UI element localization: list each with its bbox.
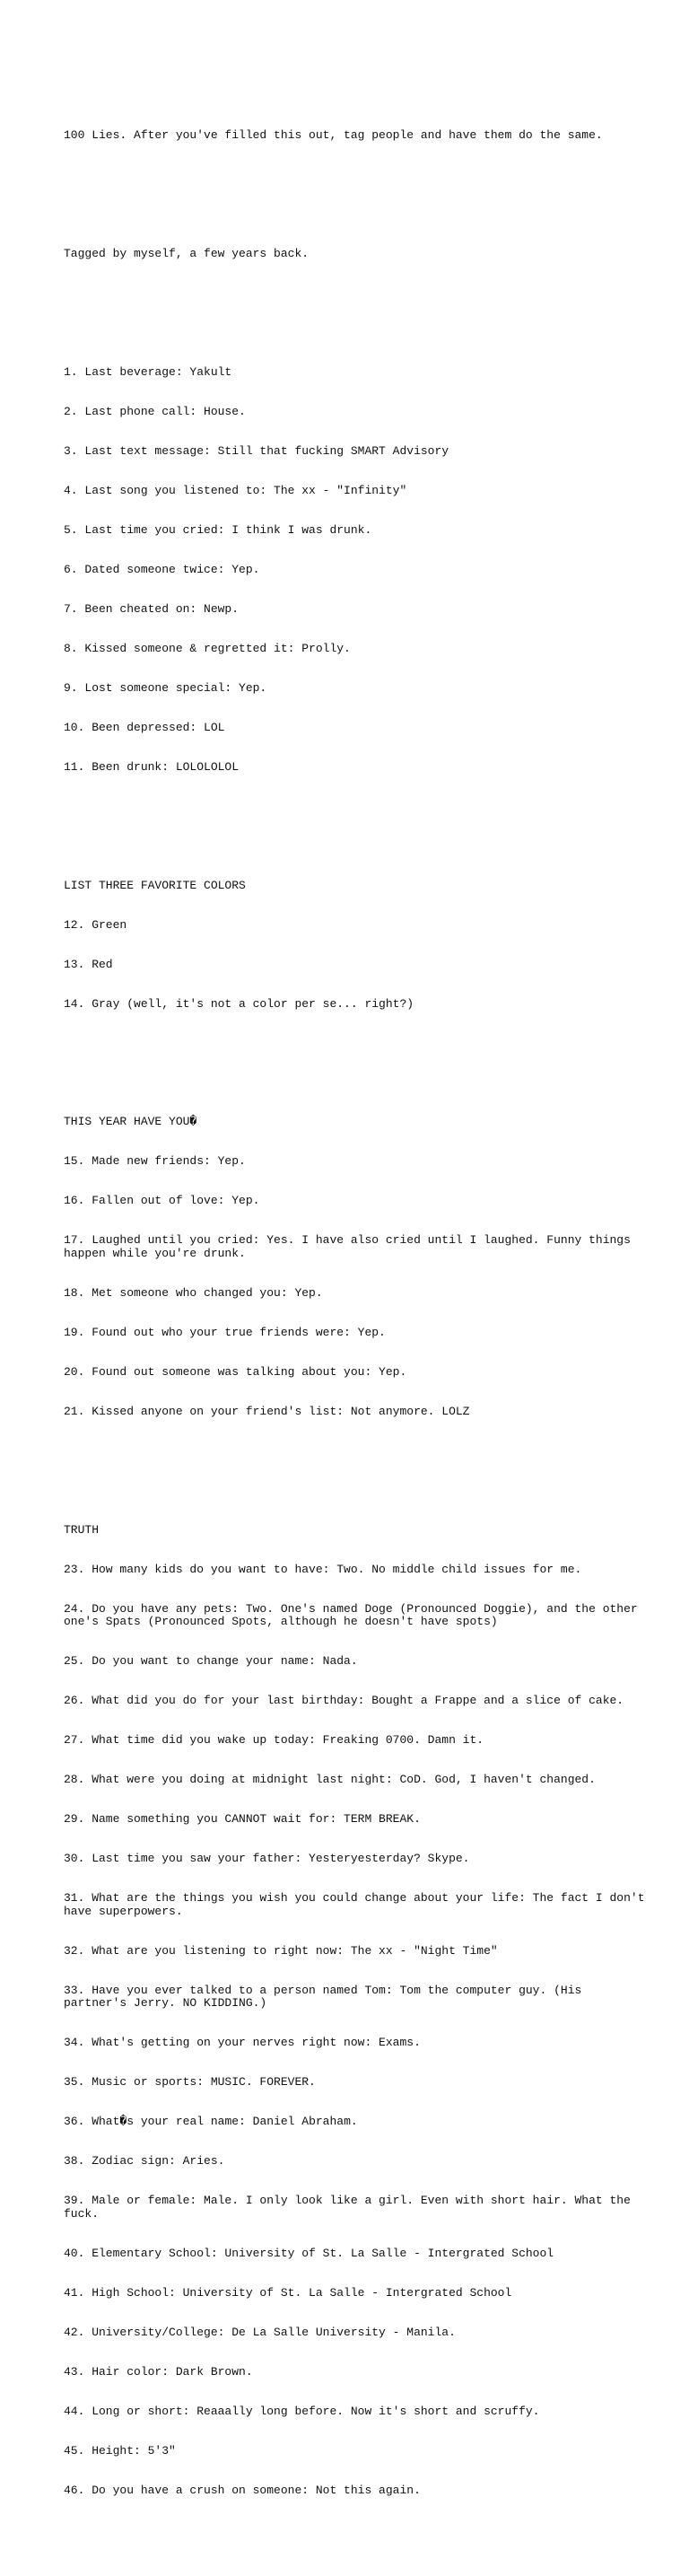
list-item: 40. Elementary School: University of St. La Salle - Intergrated School — [64, 2246, 554, 2260]
intro-text: 100 Lies. After you've filled this out, tag people and have them do the same. — [64, 128, 603, 143]
list-item: 26. What did you do for your last birthday: Bought a Frappe and a slice of cake. — [64, 1694, 624, 1708]
list-item: 32. What are you listening to right now: The xx - "Night Time" — [64, 1943, 498, 1958]
list-item: 27. What time did you wake up today: Freaking 0700. Damn it. — [64, 1733, 484, 1748]
this-year-section — [64, 1090, 647, 1445]
list-item: 2. Last phone call: House. — [64, 405, 246, 419]
list-item: 3. Last text message: Still that fucking SMART Advisory — [64, 444, 449, 458]
list-item: 13. Red — [64, 957, 113, 971]
truth-section — [64, 1497, 652, 2523]
intro-paragraph — [64, 103, 647, 169]
list-item: 21. Kissed anyone on your friend's list: Not anymore. LOLZ — [64, 1404, 470, 1418]
list-item: 23. How many kids do you want to have: Two. No middle child issues for me. — [64, 1562, 582, 1576]
list-item: 5. Last time you cried: I think I was drunk. — [64, 522, 372, 537]
list-item: 42. University/College: De La Salle University - Manila. — [64, 2325, 456, 2339]
document-body — [64, 64, 652, 2576]
list-item: 43. Hair color: Dark Brown. — [64, 2364, 253, 2379]
list-item: 1. Last beverage: Yakult — [64, 365, 232, 380]
list-item: 41. High School: University of St. La Salle - Intergrated School — [64, 2285, 512, 2300]
list-item: 28. What were you doing at midnight last night: CoD. God, I haven't changed. — [64, 1773, 596, 1787]
tagged-text: Tagged by myself, a few years back. — [64, 247, 310, 261]
list-item: 10. Been depressed: LOL — [64, 720, 225, 734]
list-item: 4. Last song you listened to: The xx - "Infinity" — [64, 483, 407, 497]
section-heading: LIST THREE FAVORITE COLORS — [64, 878, 246, 892]
list-item: 39. Male or female: Male. I only look like a girl. Even with short hair. What the fuck. — [64, 2194, 638, 2221]
colors-section — [64, 853, 647, 1037]
list-item: 15. Made new friends: Yep. — [64, 1154, 246, 1169]
list-item: 44. Long or short: Reaaally long before. Now it's short and scruffy. — [64, 2404, 540, 2418]
list-item: 25. Do you want to change your name: Nada. — [64, 1654, 358, 1669]
basic-section — [64, 340, 647, 801]
list-item: 45. Height: 5'3" — [64, 2443, 176, 2458]
list-item: 46. Do you have a crush on someone: Not this again. — [64, 2483, 421, 2497]
list-item: 8. Kissed someone & regretted it: Prolly. — [64, 641, 351, 655]
list-item: 20. Found out someone was talking about you: Yep. — [64, 1364, 407, 1379]
list-item: 38. Zodiac sign: Aries. — [64, 2154, 225, 2169]
list-item: 7. Been cheated on: Newp. — [64, 601, 240, 616]
list-item: 19. Found out who your true friends were: Yep. — [64, 1325, 386, 1339]
section-heading: TRUTH — [64, 1522, 100, 1537]
list-item: 31. What are the things you wish you could change about your life: The fact I don't have superpowers. — [64, 1891, 652, 1918]
list-item: 12. Green — [64, 917, 127, 932]
list-item: 9. Lost someone special: Yep. — [64, 680, 267, 695]
list-item: 24. Do you have any pets: Two. One's named Doge (Pronounced Doggie), and the other one's Spats (Pronounced Spots, although he doesn't have spots) — [64, 1601, 645, 1629]
list-item: 34. What's getting on your nerves right now: Exams. — [64, 2036, 421, 2050]
list-item: 36. What�s your real name: Daniel Abraham. — [64, 2115, 358, 2129]
list-item: 11. Been drunk: LOLOLOLOL — [64, 759, 240, 774]
tagged-paragraph — [64, 222, 647, 287]
list-item: 17. Laughed until you cried: Yes. I have also cried until I laughed. Funny things happen while you're drunk. — [64, 1233, 638, 1260]
list-item: 30. Last time you saw your father: Yesteryesterday? Skype. — [64, 1852, 470, 1866]
list-item: 33. Have you ever talked to a person named Tom: Tom the computer guy. (His partner's Jerry. NO KIDDING.) — [64, 1983, 589, 2011]
list-item: 18. Met someone who changed you: Yep. — [64, 1285, 323, 1300]
list-item: 29. Name something you CANNOT wait for: TERM BREAK. — [64, 1812, 421, 1827]
section-heading: THIS YEAR HAVE YOU� — [64, 1115, 197, 1129]
list-item: 35. Music or sports: MUSIC. FOREVER. — [64, 2075, 316, 2090]
list-item: 6. Dated someone twice: Yep. — [64, 562, 260, 576]
list-item: 14. Gray (well, it's not a color per se... right?) — [64, 996, 414, 1011]
list-item: 16. Fallen out of love: Yep. — [64, 1194, 260, 1208]
